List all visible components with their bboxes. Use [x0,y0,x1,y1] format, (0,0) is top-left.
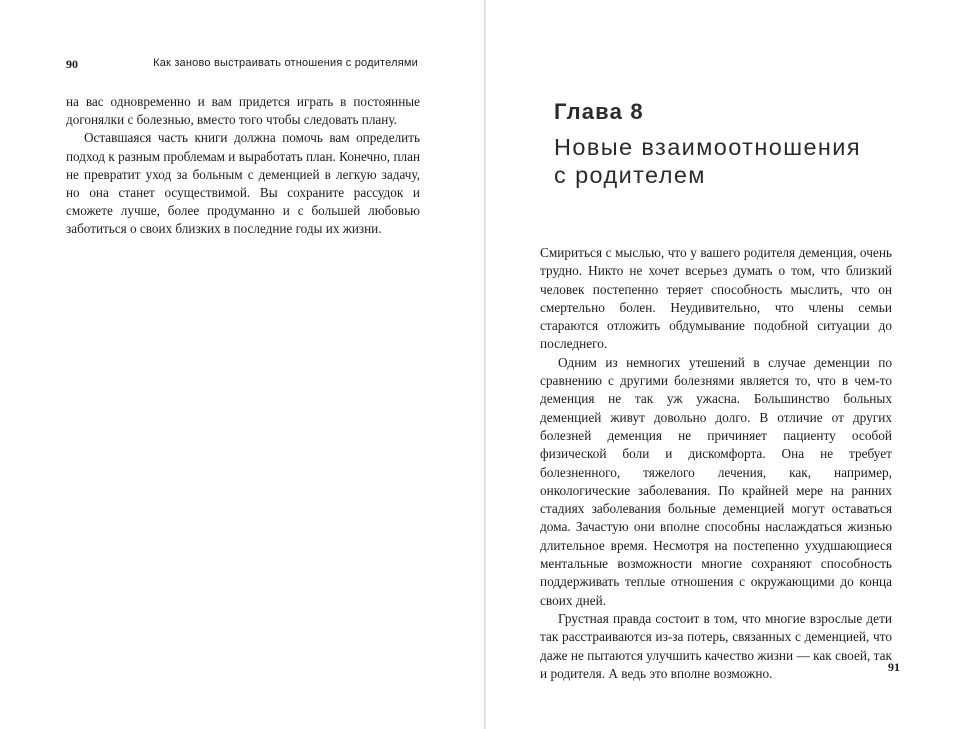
right-page [486,0,970,729]
chapter-title [554,133,904,189]
paragraph: Смириться с мыслью, что у вашего родителя деменция, очень трудно. Никто не хочет всерьез думать о том, что близкий человек постепенно теряет способность мыслить, что он смертельно болен. Неудивительно, что члены семьи стараются отложить обдумывание подобной ситуации до последнего. [540,245,892,352]
paragraph: Одним из немногих утешений в случае деменции по сравнению с другими болезнями является то, что в чем-то деменция не так уж ужасна. Большинство больных деменцией живут довольно долго. В отличие от других болезней деменция не причиняет пациенту особой физической боли и дискомфорта. Она не требует болезненного, тяжелого лечения, как, например, онкологические заболевания. По крайней мере на ранних стадиях заболевания больные деменцией могут оставаться дома. Зачастую они вполне способны наслаждаться жизнью длительное время. Несмотря на постепенно ухудшающиеся ментальные возможности многие сохраняют способность поддерживать теплые отношения с окружающими до конца своих дней. [540,354,892,608]
page-number-left: 90 [66,57,78,71]
paragraph: Оставшаяся часть книги должна помочь вам определить подход к разным проблемам и выработать план. Конечно, план не превратит уход за больным с деменцией в легкую задачу, но она станет осуществимой. Вы сохраните рассудок и сможете лучше, более продуманно и с большей любовью заботиться о своих близких в последние годы их жизни. [66,130,420,237]
running-head [66,57,418,71]
right-body-text [540,244,892,683]
left-body-text [66,93,420,239]
chapter-title-line: Новые взаимоотношения [554,134,861,160]
chapter-label: Глава 8 [554,99,644,124]
left-page [0,0,484,729]
page-number-right: 91 [888,660,900,674]
running-head-title: Как заново выстраивать отношения с родителями [153,57,418,69]
paragraph: Грустная правда состоит в том, что многие взрослые дети так расстраиваются из-за потерь, связанных с деменцией, что даже не пытаются улучшить качество жизни — как своей, так и родителя. А ведь это вполне возможно. [540,610,892,681]
chapter-title-line: с родителем [554,162,706,188]
paragraph: на вас одновременно и вам придется играть в постоянные догонялки с болезнью, вместо того чтобы следовать плану. [66,94,420,128]
